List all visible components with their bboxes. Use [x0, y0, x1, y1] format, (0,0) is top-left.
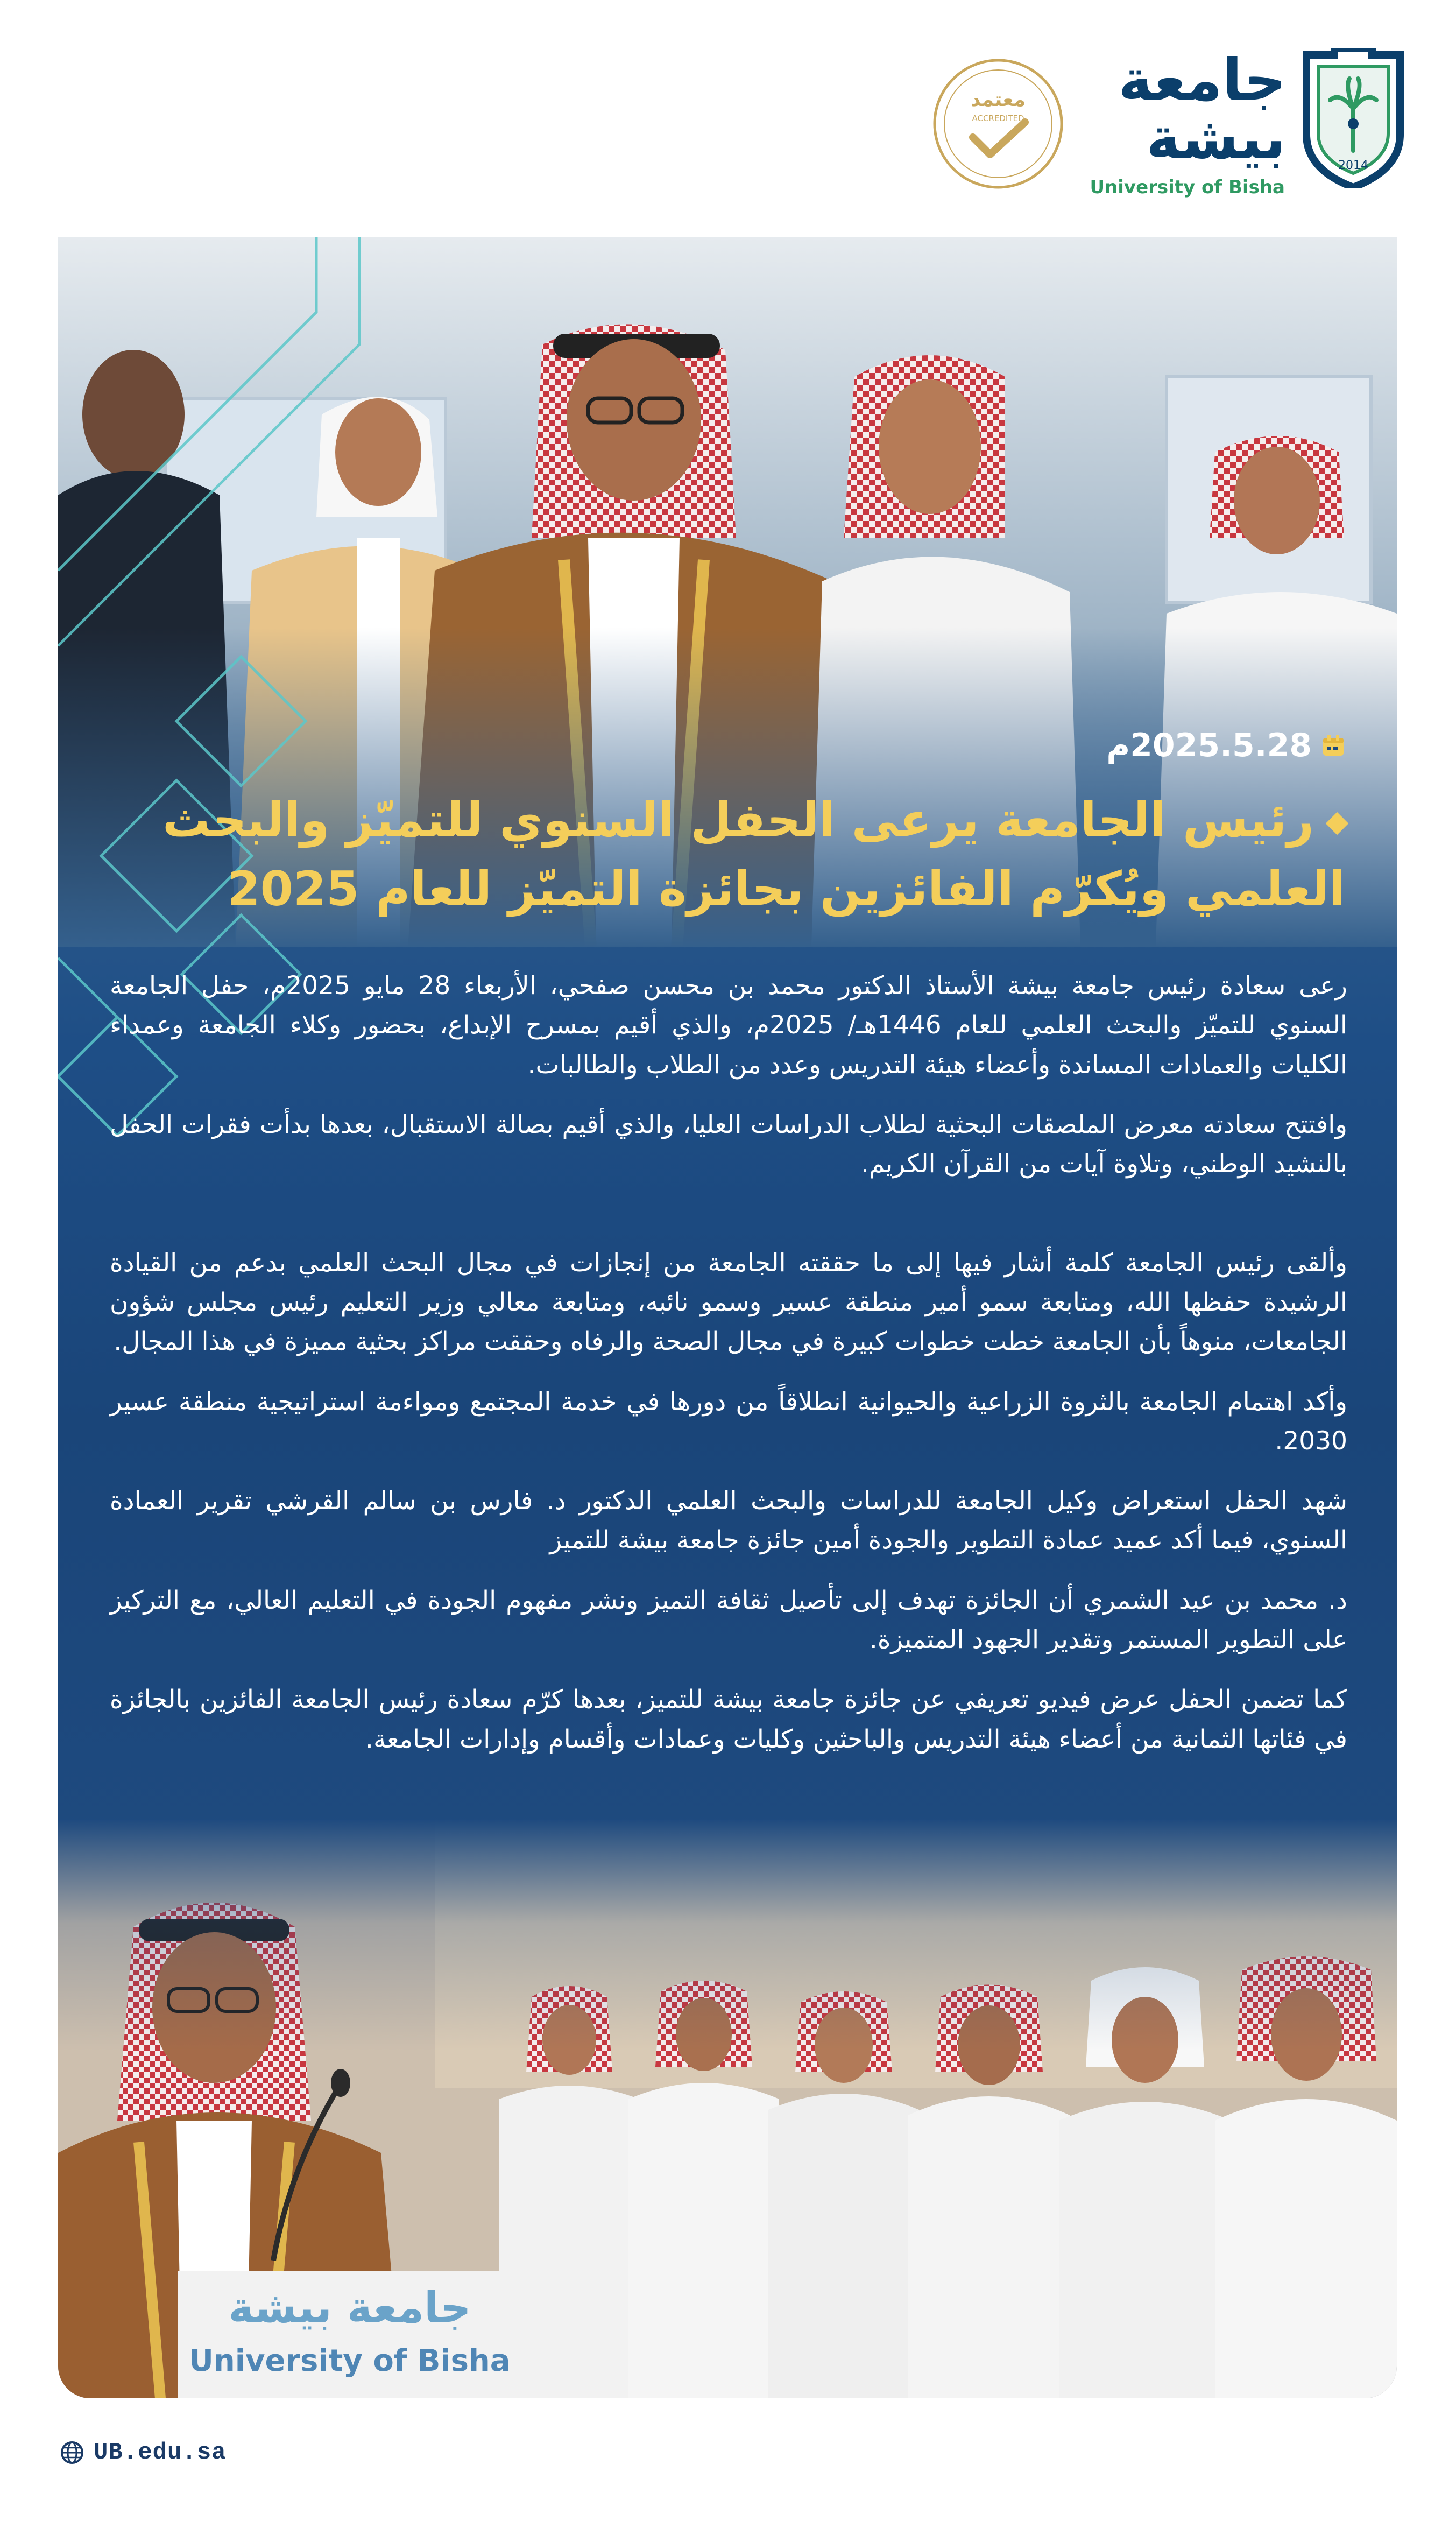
university-logo[interactable]	[1028, 48, 1404, 199]
article-title	[161, 786, 1345, 923]
paragraph-3: وألقى رئيس الجامعة كلمة أشار فيها إلى ما حققته الجامعة من إنجازات في مجال البحث العلمي بدعم من القيادة الرشيدة حفظها الله، ومتابعة سمو أمير منطقة عسير وسمو نائبه، ومتابعة معالي وزير التعليم رئيس مجلس شؤون الجامعات، منوهاً بأن الجامعة خطت خطوات كبيرة في مجال الصحة والرفاه وحققت مراكز بحثية مميزة في هذا المجال.	[110, 1248, 1347, 1357]
article-date	[1106, 727, 1345, 764]
bottom-photo	[58, 1819, 1397, 2398]
website-url[interactable]: UB.edu.sa	[94, 2439, 227, 2466]
paragraph-5: شهد الحفل استعراض وكيل الجامعة للدراسات والبحث العلمي الدكتور د. فارس بن سالم القرشي تقرير العمادة السنوي، فيما أكد عميد عمادة التطوير والجودة أمين جائزة جامعة بيشة للتميز	[110, 1486, 1347, 1555]
shield-logo-icon	[1302, 48, 1404, 188]
university-name-ar-line1: جامعة	[1118, 47, 1286, 114]
paragraph-4: وأكد اهتمام الجامعة بالثروة الزراعية والحيوانية انطلاقاً من دورها في خدمة المجتمع ومواءمة استراتيجية منطقة عسير 2030.	[110, 1386, 1347, 1456]
university-name-english: University of Bisha	[1090, 177, 1285, 198]
news-card	[58, 237, 1397, 2398]
accredited-ar-label: معتمد	[970, 89, 1026, 111]
shield-year: 2014	[1338, 159, 1368, 172]
footer-website[interactable]	[60, 2439, 227, 2466]
title-line-2: العلمي ويُكرّم الفائزين بجائزة التميّز للعام 2025	[227, 861, 1345, 917]
accredited-seal-icon	[931, 57, 1065, 191]
accredited-en-label: ACCREDITED	[972, 114, 1024, 123]
paragraph-6: د. محمد بن عيد الشمري أن الجائزة تهدف إلى تأصيل ثقافة التميز ونشر مفهوم الجودة في التعليم العالي، مع التركيز على التطوير المستمر وتقدير الجهود المتميزة.	[110, 1585, 1347, 1655]
paragraph-7: كما تضمن الحفل عرض فيديو تعريفي عن جائزة جامعة بيشة للتميز، بعدها كرّم سعادة رئيس الجامعة الفائزين بالجائزة في فئاتها الثمانية من أعضاء هيئة التدريس والباحثين وكليات وعمادات وأقسام وإدارات الجامعة.	[110, 1685, 1347, 1754]
calendar-icon	[1321, 734, 1345, 757]
paragraph-1: رعى سعادة رئيس جامعة بيشة الأستاذ الدكتور محمد بن محسن صفحي، الأربعاء 28 مايو 2025م، حفل الجامعة السنوي للتميّز والبحث العلمي للعام 1446هـ/ 2025م، والذي أقيم بمسرح الإبداع، بحضور وكلاء الجامعة وعمداء الكليات والعمادات المساندة وأعضاء هيئة التدريس وعدد من الطلاب والطالبات.	[110, 971, 1347, 1080]
page-header	[0, 0, 1456, 237]
university-name-ar-line2: بيشة	[1146, 105, 1286, 172]
diamond-bullet-icon	[1326, 812, 1348, 835]
date-text: 2025.5.28م	[1106, 727, 1312, 764]
title-line-1: رئيس الجامعة يرعى الحفل السنوي للتميّز والبحث	[161, 786, 1345, 855]
university-name-arabic	[1118, 47, 1286, 172]
globe-icon	[60, 2441, 84, 2464]
article-body	[110, 966, 1347, 1779]
paragraph-2: وافتتح سعادته معرض الملصقات البحثية لطلاب الدراسات العليا، والذي أقيم بصالة الاستقبال، بعدها بدأت فقرات الحفل بالنشيد الوطني، وتلاوة آيات من القرآن الكريم.	[110, 1109, 1347, 1179]
